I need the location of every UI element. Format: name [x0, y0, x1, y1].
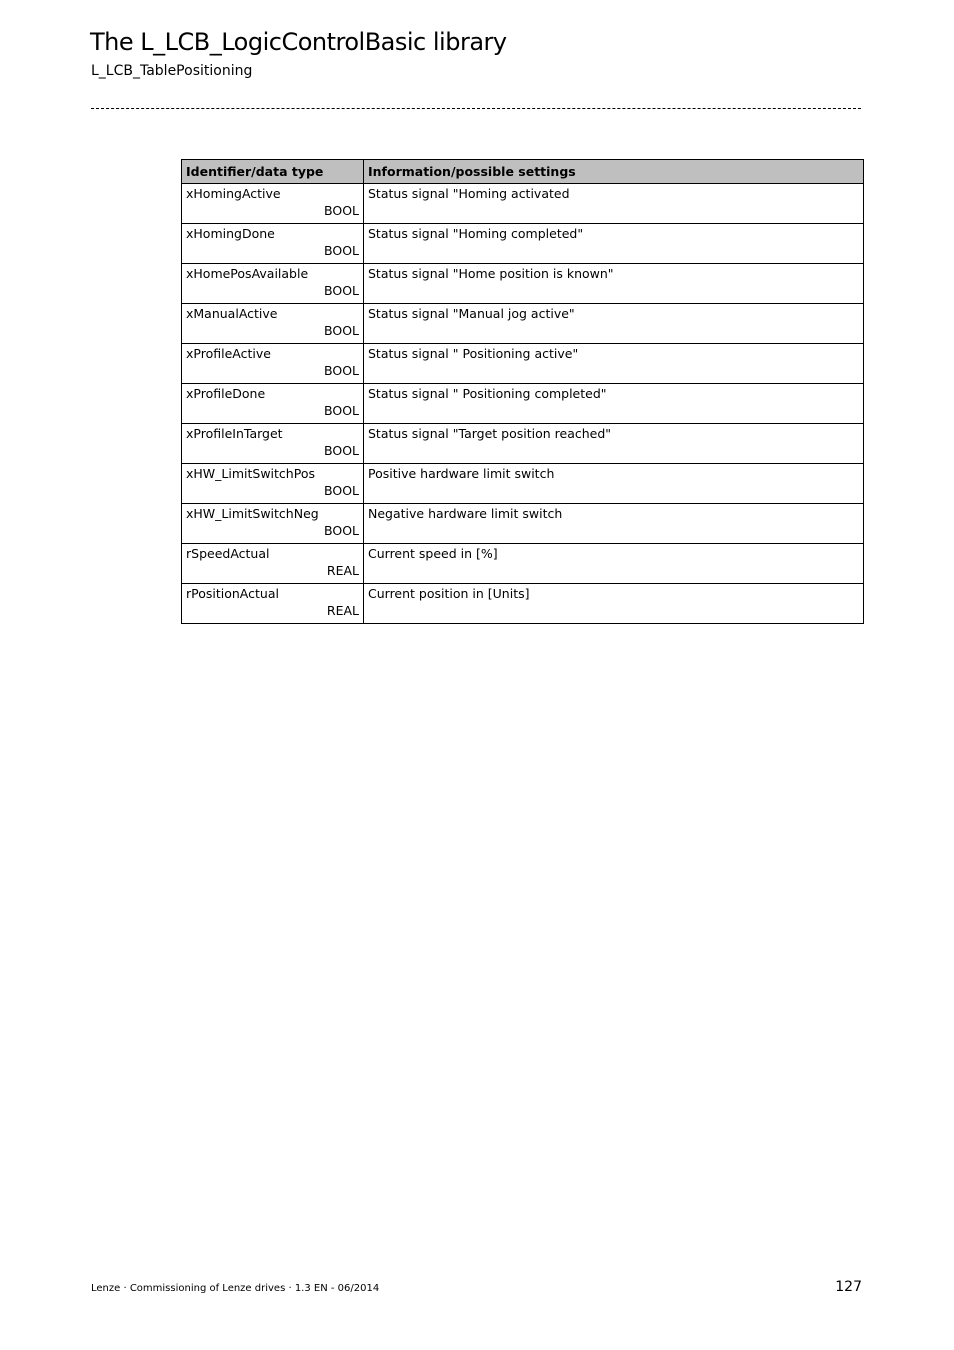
information-cell — [364, 264, 864, 304]
section-subtitle: L_LCB_TablePositioning — [91, 63, 253, 79]
identifier-cell — [182, 384, 364, 424]
information-text: Current position in [Units] — [368, 586, 530, 601]
identifier-name: xHW_LimitSwitchPos — [186, 466, 315, 481]
identifier-cell — [182, 264, 364, 304]
identifier-name: xProfileDone — [186, 386, 266, 401]
identifier-name: rSpeedActual — [186, 546, 270, 561]
table-row — [182, 544, 864, 584]
identifier-name: xHW_LimitSwitchNeg — [186, 506, 319, 521]
information-cell — [364, 544, 864, 584]
identifier-name: rPositionActual — [186, 586, 279, 601]
identifier-name: xHomingDone — [186, 226, 275, 241]
information-text: Status signal "Target position reached" — [368, 426, 612, 441]
information-text: Status signal "Manual jog active" — [368, 306, 575, 321]
data-type: BOOL — [324, 483, 359, 498]
information-cell — [364, 424, 864, 464]
data-type: BOOL — [324, 443, 359, 458]
table-row — [182, 504, 864, 544]
data-type: REAL — [326, 603, 359, 618]
table-row — [182, 384, 864, 424]
identifier-name: xHomePosAvailable — [186, 266, 309, 281]
column-header-information: Information/possible settings — [364, 160, 864, 184]
data-type: REAL — [326, 563, 359, 578]
information-cell — [364, 224, 864, 264]
information-text: Negative hardware limit switch — [368, 506, 563, 521]
table-row — [182, 464, 864, 504]
identifier-cell — [182, 184, 364, 224]
table-row — [182, 424, 864, 464]
information-text: Positive hardware limit switch — [368, 466, 555, 481]
data-type: BOOL — [324, 243, 359, 258]
identifier-cell — [182, 304, 364, 344]
data-type: BOOL — [324, 323, 359, 338]
information-text: Current speed in [%] — [368, 546, 498, 561]
identifier-cell — [182, 504, 364, 544]
identifier-cell — [182, 544, 364, 584]
identifier-name: xHomingActive — [186, 186, 281, 201]
data-type: BOOL — [324, 363, 359, 378]
data-type: BOOL — [324, 523, 359, 538]
information-text: Status signal "Home position is known" — [368, 266, 614, 281]
information-text: Status signal " Positioning active" — [368, 346, 579, 361]
identifier-cell — [182, 464, 364, 504]
table-row — [182, 184, 864, 224]
page-number: 127 — [835, 1279, 862, 1295]
table-row — [182, 264, 864, 304]
dashed-separator — [91, 108, 861, 109]
identifier-cell — [182, 224, 364, 264]
data-type: BOOL — [324, 203, 359, 218]
data-type: BOOL — [324, 283, 359, 298]
information-cell — [364, 504, 864, 544]
information-cell — [364, 464, 864, 504]
information-text: Status signal "Homing activated — [368, 186, 570, 201]
table-row — [182, 584, 864, 624]
column-header-identifier: Identifier/data type — [182, 160, 364, 184]
information-text: Status signal "Homing completed" — [368, 226, 584, 241]
identifier-name: xProfileInTarget — [186, 426, 283, 441]
parameter-table — [181, 159, 864, 624]
information-cell — [364, 584, 864, 624]
information-cell — [364, 344, 864, 384]
identifier-cell — [182, 584, 364, 624]
table-row — [182, 224, 864, 264]
information-cell — [364, 384, 864, 424]
identifier-cell — [182, 344, 364, 384]
table-row — [182, 344, 864, 384]
information-cell — [364, 304, 864, 344]
information-cell — [364, 184, 864, 224]
data-type: BOOL — [324, 403, 359, 418]
identifier-name: xManualActive — [186, 306, 278, 321]
table-row — [182, 304, 864, 344]
page-title: The L_LCB_LogicControlBasic library — [90, 28, 507, 56]
table-header-row — [182, 160, 864, 184]
footer-text: Lenze · Commissioning of Lenze drives · 1.3 EN - 06/2014 — [91, 1283, 380, 1294]
identifier-name: xProfileActive — [186, 346, 271, 361]
identifier-cell — [182, 424, 364, 464]
information-text: Status signal " Positioning completed" — [368, 386, 607, 401]
